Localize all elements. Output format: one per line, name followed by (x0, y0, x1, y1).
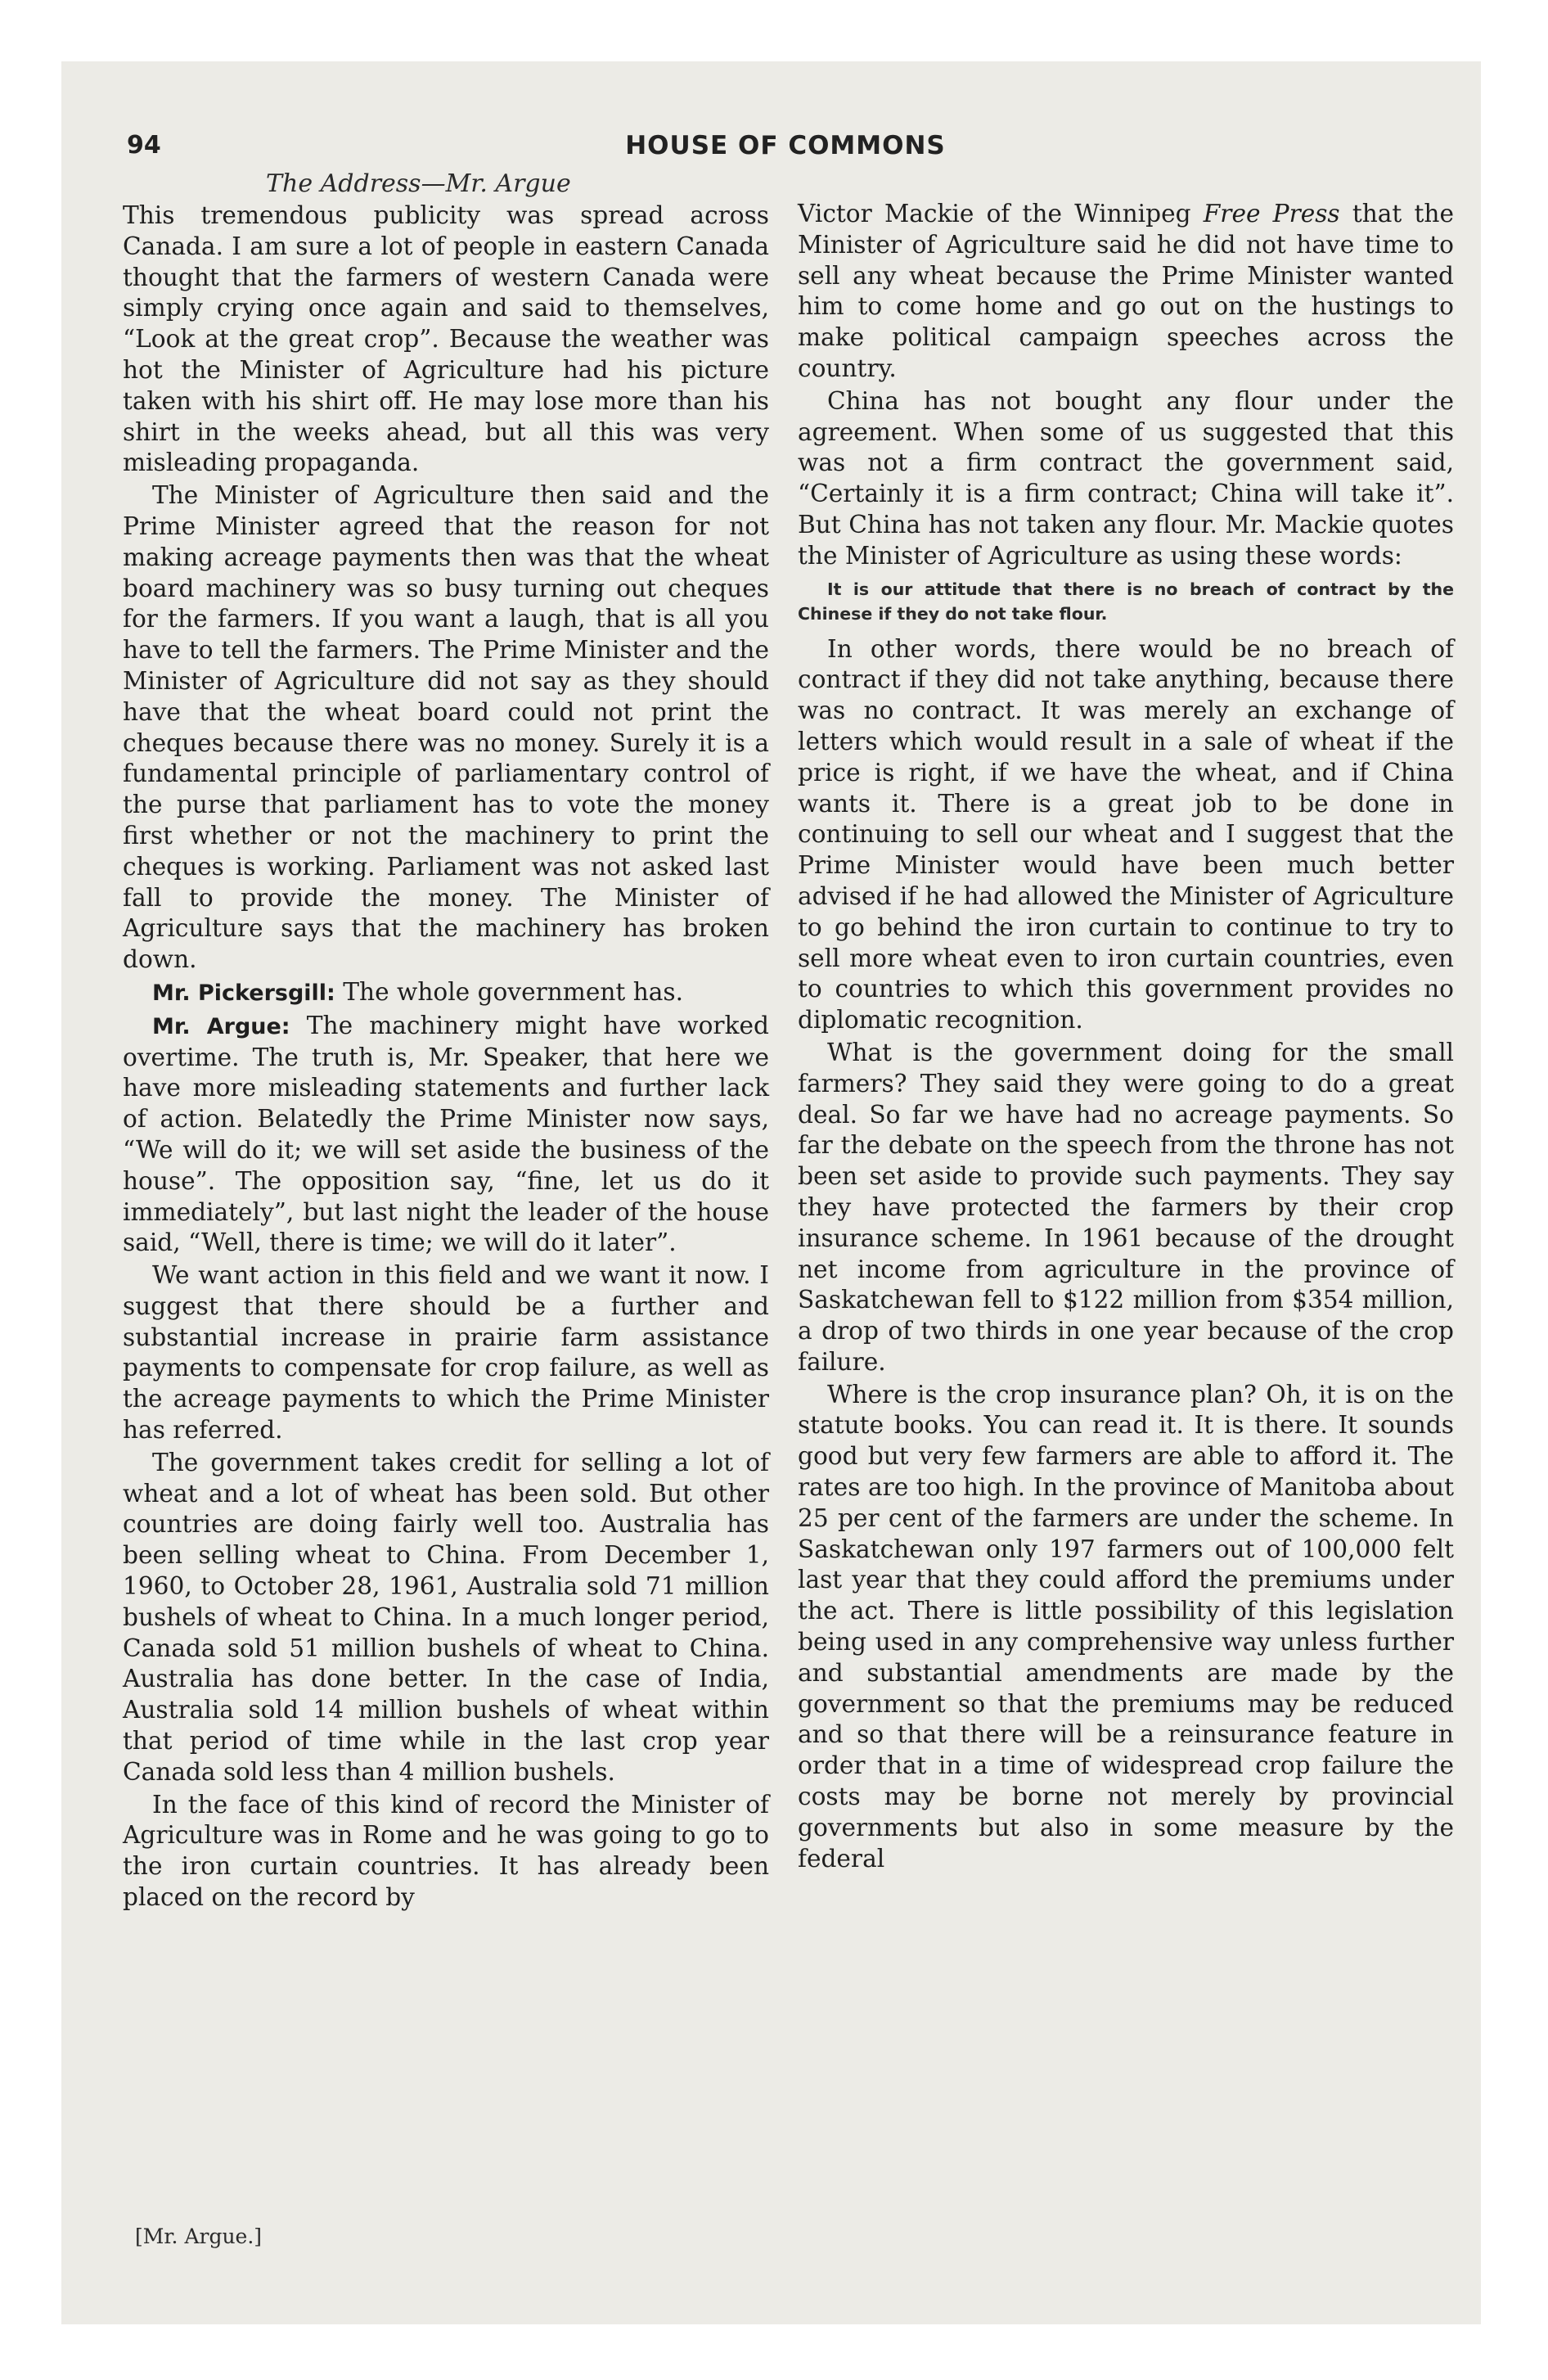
speaker-name: Mr. Argue: (152, 1013, 290, 1039)
left-column (123, 201, 769, 1915)
paragraph: China has not bought any flour under the agreement. When some of us suggested that this was not a firm contract the government said, “Certainly it is a firm contract; China will take it”. But China has not taken any flour. Mr. Mackie quotes the Minister of Agriculture as using these words: (798, 386, 1454, 570)
paragraph: In the face of this kind of record the Minister of Agriculture was in Rome and he was going to go to the iron curtain countries. It has already been placed on the record by (123, 1790, 769, 1912)
right-column (798, 199, 1454, 1876)
paragraph: This tremendous publicity was spread across Canada. I am sure a lot of people in eastern Canada thought that the farmers of western Canada were simply crying once again and said to themselves, “Look at the great crop”. Because the weather was hot the Minister of Agriculture had his picture taken with his shirt off. He may lose more than his shirt in the weeks ahead, but all this was very misleading propaganda. (123, 201, 769, 477)
paragraph (123, 977, 769, 1009)
text-run: Victor Mackie of the Winnipeg (798, 200, 1191, 228)
paragraph: In other words, there would be no breach of contract if they did not take anything, because there was no contract. It was merely an exchange of letters which would result in a sale of wheat if the price is right, if we have the wheat, and if China wants it. There is a great job to be done in continuing to sell our wheat and I suggest that the Prime Minister would have been much better advised if he had allowed the Minister of Agriculture to go behind the iron curtain to continue to try to sell more wheat even to iron curtain countries, even to countries to which this government provides no diplomatic recognition. (798, 634, 1454, 1034)
speaker-reference: [Mr. Argue.] (135, 2224, 263, 2248)
text-run: that the Minister of Agriculture said he did not have time to sell any wheat because the Prime Minister wanted him to come home and go out on the hustings to make political campaign speeches across the country. (798, 200, 1454, 382)
paragraph: We want action in this field and we want it now. I suggest that there should be a further and substantial increase in prairie farm assistance payments to compensate for crop failure, as well as the acreage payments to which the Prime Minister has referred. (123, 1261, 769, 1445)
speech-text: The machinery might have worked overtime. The truth is, Mr. Speaker, that here we have more misleading statements and further lack of action. Belatedly the Prime Minister now says, “We will do it; we will set aside the business of the house”. The opposition say, “fine, let us do it immediately”, but last night the leader of the house said, “Well, there is time; we will do it later”. (123, 1011, 769, 1257)
running-head: HOUSE OF COMMONS (625, 131, 946, 160)
paragraph: The government takes credit for selling a lot of wheat and a lot of wheat has been sold. But other countries are doing fairly well too. Australia has been selling wheat to China. From December 1, 1960, to October 28, 1961, Australia sold 71 million bushels of wheat to China. In a much longer period, Canada sold 51 million bushels of wheat to China. Australia has done better. In the case of India, Australia sold 14 million bushels of wheat within that period of time while in the last crop year Canada sold less than 4 million bushels. (123, 1448, 769, 1786)
paragraph: Where is the crop insurance plan? Oh, it is on the statute books. You can read it. It is there. It sounds good but very few farmers are able to afford it. The rates are too high. In the province of Manitoba about 25 per cent of the farmers are under the scheme. In Saskatchewan only 197 farmers out of 100,000 felt last year that they could afford the premiums under the act. There is little possibility of this legislation being used in any comprehensive way unless further and substantial amendments are made by the government so that the premiums may be reduced and so that there will be a reinsurance feature in order that in a time of widespread crop failure the costs may be borne not merely by provincial governments but also in some measure by the federal (798, 1380, 1454, 1873)
speaker-name: Mr. Pickersgill: (152, 980, 335, 1006)
paragraph (798, 199, 1454, 385)
paragraph (123, 1011, 769, 1259)
section-heading: The Address—Mr. Argue (266, 169, 571, 198)
paragraph: The Minister of Agriculture then said and the Prime Minister agreed that the reason for not making acreage payments then was that the wheat board machinery was so busy turning out cheques for the farmers. If you want a laugh, that is all you have to tell the farmers. The Prime Minister and the Minister of Agriculture did not say as they should have that the wheat board could not print the cheques because there was no money. Surely it is a fundamental principle of parliamentary control of the purse that parliament has to vote the money first whether or not the machinery to print the cheques is working. Parliament was not asked last fall to provide the money. The Minister of Agriculture says that the machinery has broken down. (123, 481, 769, 974)
speech-text: The whole government has. (343, 977, 684, 1006)
paragraph: What is the government doing for the small farmers? They said they were going to do a great deal. So far we have had no acreage payments. So far the debate on the speech from the throne has not been set aside to provide such payments. They say they have protected the farmers by their crop insurance scheme. In 1961 because of the drought net income from agriculture in the province of Saskatchewan fell to $122 million from $354 million, a drop of two thirds in one year because of the crop failure. (798, 1038, 1454, 1376)
publication-name: Free Press (1203, 200, 1340, 228)
page-number: 94 (127, 131, 161, 160)
block-quote: It is our attitude that there is no breach of contract by the Chinese if they do not take flour. (798, 579, 1454, 624)
